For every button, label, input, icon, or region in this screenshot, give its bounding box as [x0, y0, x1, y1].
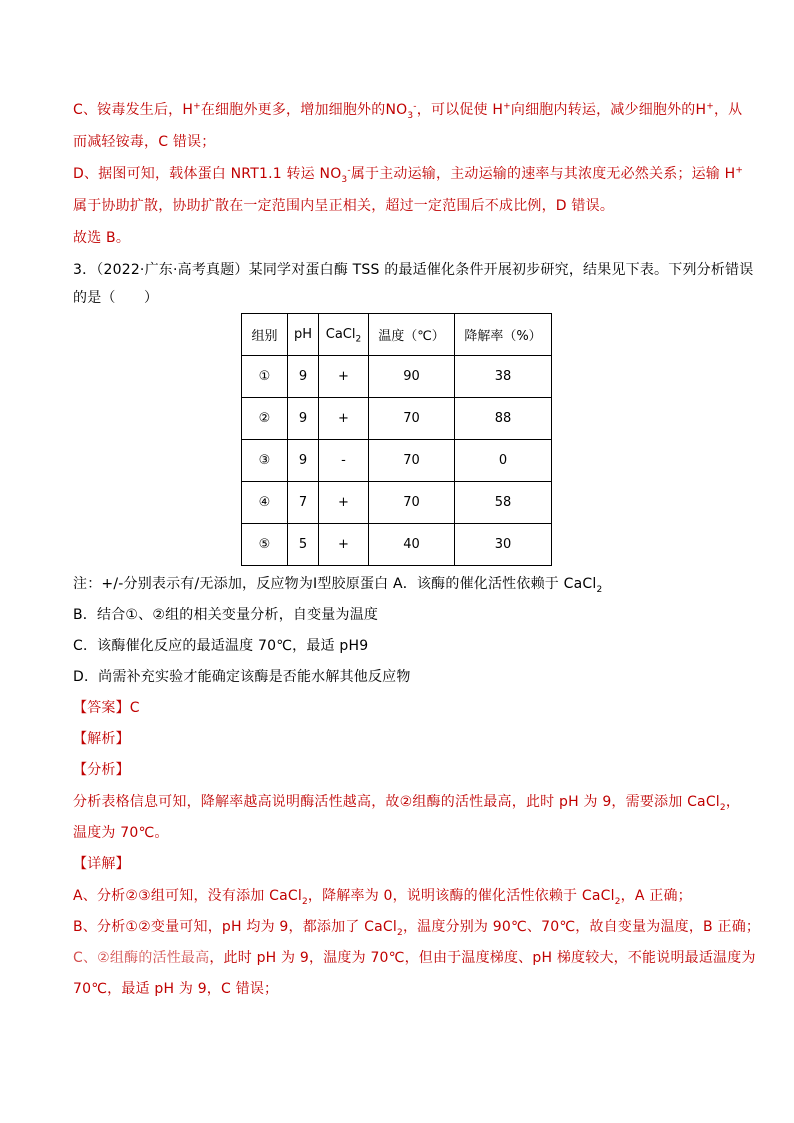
- table-cell: 58: [455, 482, 552, 524]
- explanation-c-line2: 而减轻铵毒，C 错误；: [73, 134, 216, 150]
- table-cell: 88: [455, 398, 552, 440]
- explanation-d-line2: 属于协助扩散，协助扩散在一定范围内呈正相关，超过一定范围后不成比例，D 错误。: [73, 198, 615, 214]
- table-row: [242, 356, 552, 398]
- table-row: [242, 440, 552, 482]
- table-cell: ③: [242, 440, 288, 482]
- fenxi-heading: 【分析】: [73, 762, 130, 778]
- table-header-row: [242, 314, 552, 356]
- table-cell: ⑤: [242, 524, 288, 566]
- table-cell: +: [319, 482, 369, 524]
- experiment-table: [241, 313, 552, 566]
- detail-a: A、分析②③组可知，没有添加 CaCl$_2$，降解率为 0，说明该酶的催化活性依赖于 CaCl$_2$，A 正确；: [73, 888, 692, 907]
- table-cell: ②: [242, 398, 288, 440]
- table-cell: +: [319, 524, 369, 566]
- table-row: [242, 398, 552, 440]
- table-cell: 9: [288, 398, 319, 440]
- detail-b: B、分析①②变量可知，pH 均为 9，都添加了 CaCl$_2$，温度分别为 90℃、70℃，故自变量为温度，B 正确；: [73, 919, 761, 938]
- header-cell: pH: [288, 314, 319, 356]
- jiexi-heading: 【解析】: [73, 731, 130, 747]
- option-c: C．该酶催化反应的最适温度 70℃，最适 pH9: [73, 638, 369, 654]
- option-b: B．结合①、②组的相关变量分析，自变量为温度: [73, 607, 379, 623]
- fenxi-line2: 温度为 70℃。: [73, 825, 169, 841]
- table-cell: 0: [455, 440, 552, 482]
- question-stem-line2: 的是（ ）: [73, 290, 159, 306]
- table-cell: 9: [288, 440, 319, 482]
- table-cell: 7: [288, 482, 319, 524]
- table-row: [242, 524, 552, 566]
- table-cell: 70: [369, 398, 455, 440]
- option-d: D．尚需补充实验才能确定该酶是否能水解其他反应物: [73, 669, 411, 685]
- header-cell: CaCl$_2$: [319, 314, 369, 356]
- header-cell: 降解率（%）: [455, 314, 552, 356]
- table-cell: 40: [369, 524, 455, 566]
- table-cell: 30: [455, 524, 552, 566]
- table-cell: 90: [369, 356, 455, 398]
- table-cell: +: [319, 356, 369, 398]
- table-cell: 70: [369, 440, 455, 482]
- answer-label: 【答案】C: [73, 700, 140, 716]
- table-cell: ①: [242, 356, 288, 398]
- explanation-d-line1: D、据图可知，载体蛋白 NRT1.1 转运 $NO_3^-$属于主动运输，主动运输的速率与其浓度无必然关系；运输 H+: [73, 165, 744, 185]
- header-cell: 组别: [242, 314, 288, 356]
- table-cell: 70: [369, 482, 455, 524]
- explanation-c-line1: C、铵毒发生后，H+在细胞外更多，增加细胞外的$NO_3^-$，可以促使 H+向细胞内转运，减少细胞外的H+，从: [73, 101, 743, 121]
- detail-c-line1: C、②组酶的活性最高，此时 pH 为 9，温度为 70℃，但由于温度梯度、pH 梯度较大，不能说明最适温度为: [73, 950, 756, 966]
- table-cell: 5: [288, 524, 319, 566]
- detail-c-line2: 70℃，最适 pH 为 9，C 错误；: [73, 981, 279, 997]
- table-cell: ④: [242, 482, 288, 524]
- option-a-note: 注：+/-分别表示有/无添加，反应物为Ⅰ型胶原蛋白 A．该酶的催化活性依赖于 CaCl$_2$: [73, 576, 603, 595]
- table-row: [242, 482, 552, 524]
- table-cell: +: [319, 398, 369, 440]
- xiangjie-heading: 【详解】: [73, 856, 130, 872]
- fenxi-line1: 分析表格信息可知，降解率越高说明酶活性越高，故②组酶的活性最高，此时 pH 为 9，需要添加 CaCl$_2$，: [73, 794, 741, 813]
- question-stem-line1: 3．（2022·广东·高考真题）某同学对蛋白酶 TSS 的最适催化条件开展初步研究，结果见下表。下列分析错误: [73, 262, 754, 278]
- table-cell: 38: [455, 356, 552, 398]
- conclusion-text: 故选 B。: [73, 230, 131, 246]
- header-cell: 温度（℃）: [369, 314, 455, 356]
- table-cell: 9: [288, 356, 319, 398]
- table-cell: -: [319, 440, 369, 482]
